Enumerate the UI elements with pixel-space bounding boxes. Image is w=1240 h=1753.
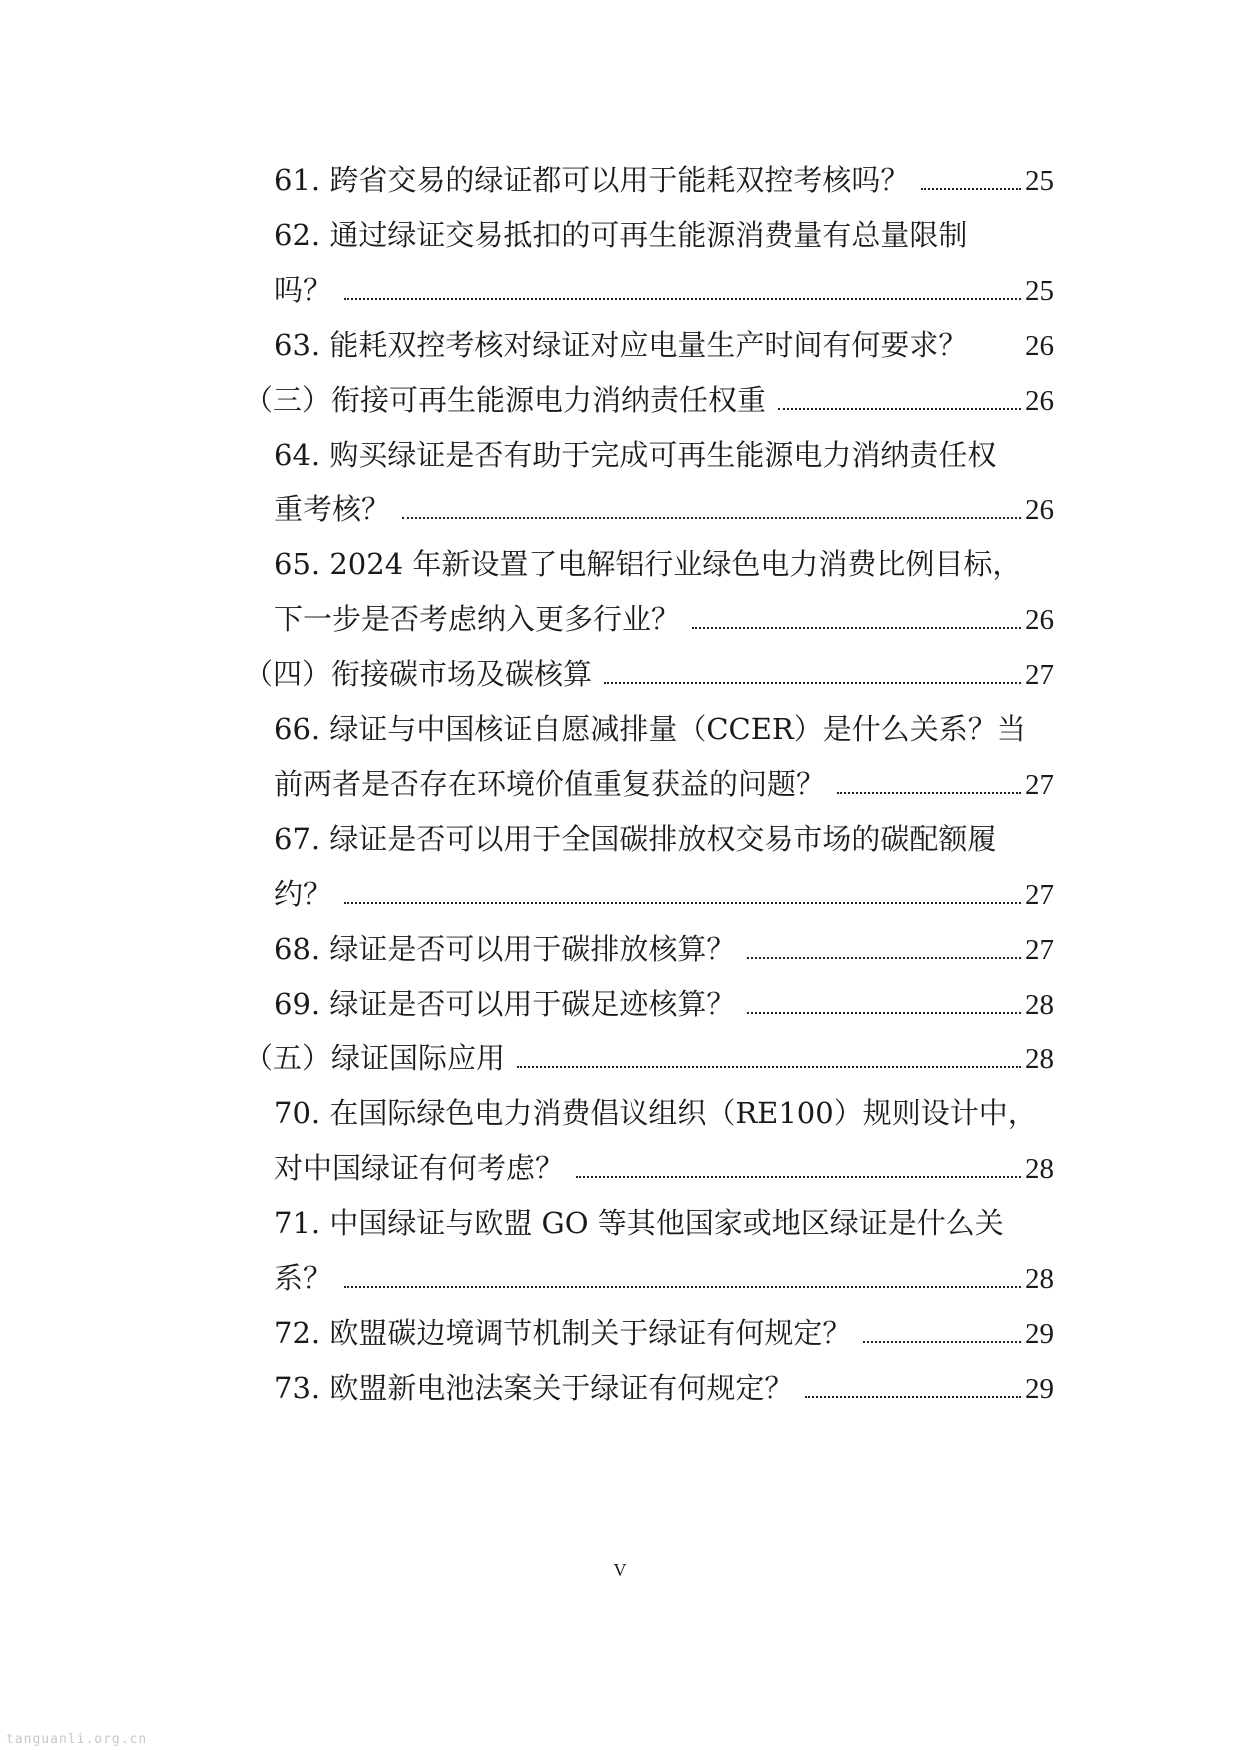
toc-entry-continuation[interactable]: [274, 1148, 1054, 1188]
toc-entry-continuation[interactable]: [274, 1258, 1054, 1298]
toc-entry-text: 重考核？: [274, 492, 391, 527]
toc-page-number: 29: [1025, 1372, 1054, 1405]
dot-leader: [863, 1341, 1021, 1343]
toc-entry[interactable]: [274, 1313, 1054, 1353]
toc-entry-continuation[interactable]: [274, 874, 1054, 914]
dot-leader: [805, 1396, 1021, 1398]
toc-page-number: 28: [1025, 1153, 1054, 1186]
toc-page-number: 26: [1025, 494, 1054, 527]
toc-entry-text: 73. 欧盟新电池法案关于绿证有何规定？: [274, 1370, 794, 1405]
toc-entry[interactable]: [274, 984, 1054, 1024]
toc-entry-text: 65. 2024 年新设置了电解铝行业绿色电力消费比例目标，: [274, 547, 1022, 582]
toc-entry-continuation[interactable]: [274, 599, 1054, 639]
toc-entry-text: 72. 欧盟碳边境调节机制关于绿证有何规定？: [274, 1315, 852, 1350]
toc-page-number: 28: [1025, 1263, 1054, 1295]
page-number: V: [613, 1560, 627, 1580]
dot-leader: [747, 1012, 1021, 1014]
toc-entry[interactable]: [274, 160, 1054, 200]
toc-entry-text: 前两者是否存在环境价值重复获益的问题？: [274, 766, 826, 801]
toc-page-number: 28: [1025, 1043, 1054, 1076]
toc-entry[interactable]: [274, 215, 1054, 255]
toc-entry-text: 61. 跨省交易的绿证都可以用于能耗双控考核吗？: [274, 163, 910, 197]
toc-entry-text: 63. 能耗双控考核对绿证对应电量生产时间有何要求？: [274, 327, 968, 362]
toc-entry[interactable]: [274, 325, 1054, 365]
toc-page-number: 27: [1025, 768, 1054, 801]
toc-page-number: 27: [1025, 659, 1054, 692]
toc-entry-continuation[interactable]: [274, 270, 1054, 310]
dot-leader: [604, 682, 1021, 684]
toc-section-heading[interactable]: [244, 654, 1054, 694]
toc-entry-text: 68. 绿证是否可以用于碳排放核算？: [274, 931, 736, 966]
toc-entry-text: （三）衔接可再生能源电力消纳责任权重: [244, 382, 767, 417]
toc-entry[interactable]: [274, 544, 1054, 584]
toc-entry[interactable]: [274, 1368, 1054, 1408]
watermark: tanguanli.org.cn: [6, 1732, 148, 1747]
toc-entry-text: 对中国绿证有何考虑？: [274, 1151, 565, 1186]
toc-page-number: 26: [1025, 604, 1054, 637]
toc-entry-text: 69. 绿证是否可以用于碳足迹核算？: [274, 986, 736, 1021]
dot-leader: [344, 298, 1021, 300]
dot-leader: [344, 1286, 1021, 1288]
dot-leader: [576, 1176, 1021, 1178]
toc-page-number: 28: [1025, 988, 1054, 1021]
toc-entry[interactable]: [274, 929, 1054, 969]
toc-page-number: 26: [1025, 384, 1054, 417]
toc-entry[interactable]: [274, 819, 1054, 859]
dot-leader: [344, 902, 1021, 904]
toc-entry-text: 约？: [274, 876, 333, 911]
toc-entry-text: 66. 绿证与中国核证自愿减排量（CCER）是什么关系？当: [274, 712, 1026, 746]
toc-entry-text: （四）衔接碳市场及碳核算: [244, 657, 593, 692]
toc-entry-text: 71. 中国绿证与欧盟 GO 等其他国家或地区绿证是什么关: [274, 1206, 1004, 1241]
toc-entry-continuation[interactable]: [274, 489, 1054, 529]
dot-leader: [778, 408, 1021, 410]
dot-leader: [517, 1066, 1021, 1068]
dot-leader: [692, 627, 1021, 629]
dot-leader: [921, 188, 1021, 190]
toc-entry-text: （五）绿证国际应用: [244, 1041, 506, 1076]
dot-leader: [837, 792, 1021, 794]
toc-entry-continuation[interactable]: [274, 764, 1054, 804]
toc-entry[interactable]: [274, 1203, 1054, 1243]
toc-section-heading[interactable]: [244, 380, 1054, 420]
toc-entry-text: 70. 在国际绿色电力消费倡议组织（RE100）规则设计中，: [274, 1096, 1037, 1131]
toc-entry-text: 吗？: [274, 272, 333, 307]
toc-page-number: 25: [1025, 274, 1054, 307]
toc-section-heading[interactable]: [244, 1038, 1054, 1078]
toc-page-number: 29: [1025, 1317, 1054, 1350]
toc-entry[interactable]: [274, 709, 1054, 749]
toc-entry-text: 下一步是否考虑纳入更多行业？: [274, 602, 681, 637]
toc-entry-text: 系？: [274, 1261, 333, 1295]
toc-entry-text: 62. 通过绿证交易抵扣的可再生能源消费量有总量限制: [274, 217, 968, 252]
dot-leader: [747, 957, 1021, 959]
toc-page-number: 27: [1025, 878, 1054, 911]
toc-page-number: 26: [1025, 329, 1054, 362]
toc-page-number: 27: [1025, 933, 1054, 966]
toc-entry-text: 67. 绿证是否可以用于全国碳排放权交易市场的碳配额履: [274, 821, 997, 856]
dot-leader: [402, 517, 1021, 519]
toc-entry[interactable]: [274, 1093, 1054, 1133]
toc-page-number: 25: [1025, 165, 1054, 197]
toc-entry[interactable]: [274, 435, 1054, 475]
toc-entry-text: 64. 购买绿证是否有助于完成可再生能源电力消纳责任权: [274, 437, 997, 472]
